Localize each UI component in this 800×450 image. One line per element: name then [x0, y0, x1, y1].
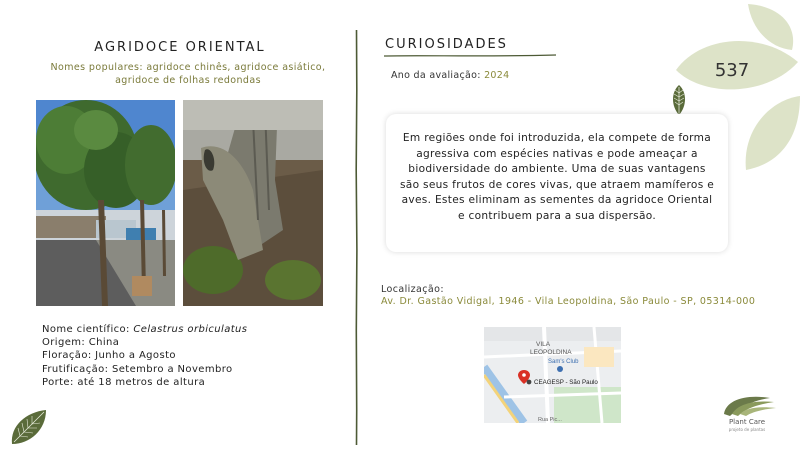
tree-trunk-photo [183, 100, 323, 306]
popular-names-line: Nomes populares: agridoce chinês, agridoce asiático, [50, 62, 326, 73]
tree-street-photo [36, 100, 175, 306]
location-label: Localização: [381, 284, 444, 295]
location-address: Av. Dr. Gastão Vidigal, 1946 - Vila Leopoldina, São Paulo - SP, 05314-000 [381, 296, 756, 307]
popular-names [30, 62, 346, 87]
size: Porte: até 18 metros de altura [42, 376, 206, 388]
plant-title: AGRIDOCE ORIENTAL [94, 40, 266, 55]
popular-names-line: agridoce de folhas redondas [115, 74, 261, 86]
scientific-name: Celastrus orbiculatus [133, 324, 248, 335]
column-divider [355, 30, 358, 445]
map-district-line-2: LEOPOLDINA [530, 349, 572, 356]
scientific-name-row [42, 323, 247, 336]
evaluation-year-value: 2024 [484, 70, 510, 81]
scientific-name-label: Nome científico: [42, 324, 130, 335]
evaluation-year [391, 70, 509, 81]
heading-underline [384, 53, 556, 59]
location-map[interactable] [484, 327, 621, 423]
leaf-icon [670, 84, 688, 116]
evaluation-year-label: Ano da avaliação: [391, 70, 481, 81]
curiosity-text: Em regiões onde foi introduzida, ela compete de forma agressiva com espécies nativas e pode ameaçar a biodiversidade do ambiente. Uma de suas vantagens são seus frutos de cores vivas, que atraem mamíferos e aves. Estes eliminam as sementes da agridoce Oriental e contribuem para a sua dispersão. [399, 132, 715, 222]
plant-info [42, 323, 247, 389]
curiosity-card [386, 114, 728, 252]
brand-name: Plant Care [728, 418, 766, 426]
map-place-ceagesp: CEAGESP - São Paulo [534, 379, 598, 386]
map-district-line-1: VILA [536, 341, 551, 348]
origin: Origem: China [42, 337, 120, 349]
curiosities-heading: CURIOSIDADES [385, 37, 508, 52]
evaluation-number: 537 [714, 60, 750, 81]
brand-logo [716, 392, 778, 418]
fruiting: Frutificação: Setembro a Novembro [42, 363, 233, 375]
flowering: Floração: Junho a Agosto [42, 350, 176, 362]
map-street: Rua Pic... [538, 417, 562, 423]
map-place-sams-club: Sam's Club [548, 359, 579, 365]
leaf-icon [8, 408, 48, 446]
brand-tagline: projeto de plantas [728, 427, 766, 432]
